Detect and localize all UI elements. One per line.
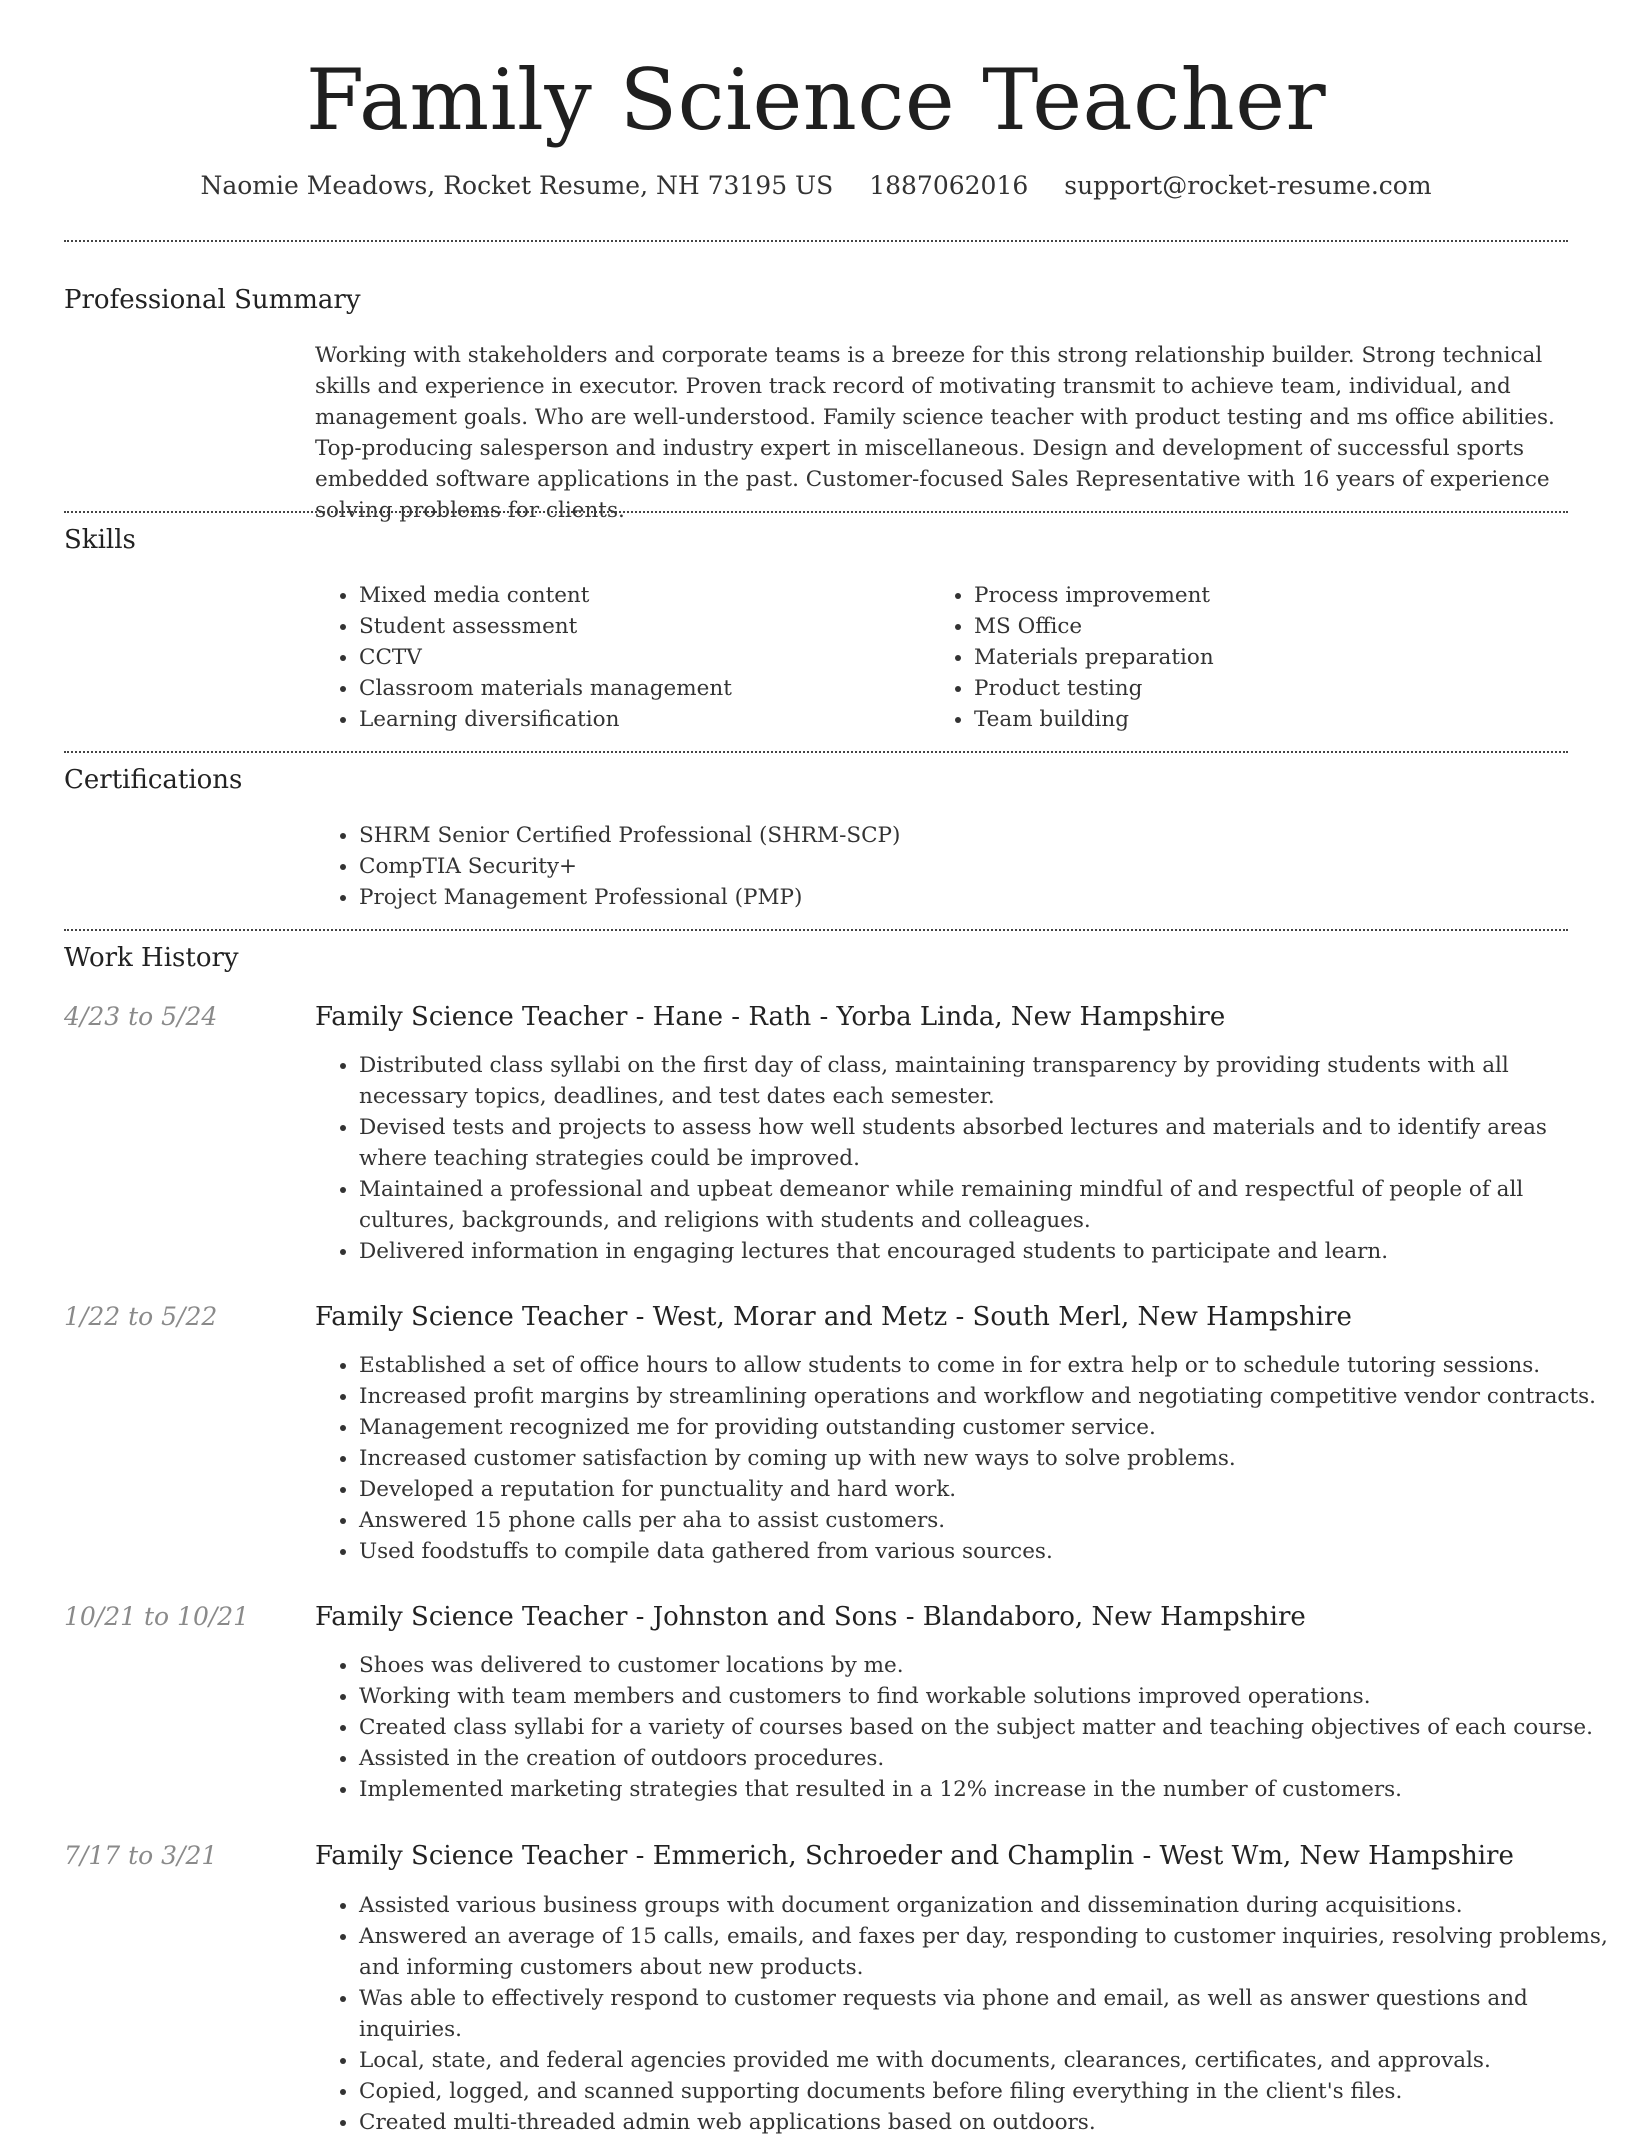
list-item: • Answered 15 phone calls per aha to assist customers. — [359, 1505, 1612, 1536]
list-item: • Student assessment — [359, 611, 929, 642]
list-item: • Product testing — [974, 673, 1574, 704]
list-item: • Devised tests and projects to assess how well students absorbed lectures and materials and to identify areas where teaching strategies could be improved. — [359, 1112, 1612, 1174]
job-dates: 10/21 to 10/21 — [64, 1602, 250, 1631]
job-dates: 4/23 to 5/24 — [64, 1002, 218, 1031]
list-item: • Assisted in the creation of outdoors procedures. — [359, 1743, 1612, 1774]
list-item: • Project Management Professional (PMP) — [359, 882, 1612, 913]
job-dates: 1/22 to 5/22 — [64, 1302, 218, 1331]
list-item: • Maintained a professional and upbeat demeanor while remaining mindful of and respectful of people of all cultures, backgrounds, and religions with students and colleagues. — [359, 1174, 1612, 1236]
contact-email: support@rocket-resume.com — [1064, 171, 1432, 200]
job-bullets — [315, 1050, 1612, 1267]
job-bullets — [315, 1890, 1612, 2138]
section-title-skills: Skills — [64, 525, 136, 555]
list-item: • Delivered information in engaging lectures that encouraged students to participate and learn. — [359, 1236, 1612, 1267]
list-item: • Shoes was delivered to customer locations by me. — [359, 1650, 1612, 1681]
list-item: • CCTV — [359, 642, 929, 673]
list-item: • Increased profit margins by streamlining operations and workflow and negotiating competitive vendor contracts. — [359, 1381, 1612, 1412]
list-item: • Answered an average of 15 calls, emails, and faxes per day, responding to customer inquiries, resolving problems, and informing customers about new products. — [359, 1921, 1612, 1983]
job-title: Family Science Teacher - Emmerich, Schroeder and Champlin - West Wm, New Hampshire — [315, 1841, 1514, 1871]
list-item: • Materials preparation — [974, 642, 1574, 673]
divider — [64, 511, 1568, 513]
divider — [64, 751, 1568, 753]
divider — [64, 240, 1568, 242]
section-title-work-history: Work History — [64, 943, 239, 973]
contact-line — [0, 170, 1632, 202]
list-item: • Process improvement — [974, 580, 1574, 611]
list-item: • Created multi-threaded admin web applications based on outdoors. — [359, 2107, 1612, 2138]
skills-list-right — [930, 580, 1574, 735]
job-title: Family Science Teacher - Johnston and Sons - Blandaboro, New Hampshire — [315, 1602, 1306, 1632]
contact-phone: 1887062016 — [869, 171, 1029, 200]
contact-address: Naomie Meadows, Rocket Resume, NH 73195 US — [200, 171, 834, 200]
job-title: Family Science Teacher - West, Morar and Metz - South Merl, New Hampshire — [315, 1302, 1352, 1332]
list-item: • Classroom materials management — [359, 673, 929, 704]
list-item: • SHRM Senior Certified Professional (SHRM-SCP) — [359, 820, 1612, 851]
divider — [64, 929, 1568, 931]
list-item: • Was able to effectively respond to customer requests via phone and email, as well as answer questions and inquiries. — [359, 1983, 1612, 2045]
certifications-list — [315, 820, 1612, 913]
list-item: • Developed a reputation for punctuality and hard work. — [359, 1474, 1612, 1505]
section-title-summary: Professional Summary — [64, 285, 361, 315]
list-item: • Local, state, and federal agencies provided me with documents, clearances, certificates, and approvals. — [359, 2045, 1612, 2076]
job-bullets — [315, 1350, 1612, 1567]
job-dates: 7/17 to 3/21 — [64, 1841, 218, 1870]
section-title-certifications: Certifications — [64, 765, 243, 795]
list-item: • Used foodstuffs to compile data gathered from various sources. — [359, 1536, 1612, 1567]
job-title: Family Science Teacher - Hane - Rath - Yorba Linda, New Hampshire — [315, 1002, 1226, 1032]
list-item: • Assisted various business groups with document organization and dissemination during acquisitions. — [359, 1890, 1612, 1921]
list-item: • Learning diversification — [359, 704, 929, 735]
list-item: • Created class syllabi for a variety of courses based on the subject matter and teaching objectives of each course. — [359, 1712, 1612, 1743]
list-item: • Established a set of office hours to allow students to come in for extra help or to schedule tutoring sessions. — [359, 1350, 1612, 1381]
list-item: • Team building — [974, 704, 1574, 735]
list-item: • Mixed media content — [359, 580, 929, 611]
page-title: Family Science Teacher — [305, 51, 1327, 149]
list-item: • CompTIA Security+ — [359, 851, 1612, 882]
list-item: • Distributed class syllabi on the first day of class, maintaining transparency by providing students with all necessary topics, deadlines, and test dates each semester. — [359, 1050, 1612, 1112]
list-item: • MS Office — [974, 611, 1574, 642]
skills-list-left — [315, 580, 929, 735]
list-item: • Working with team members and customers to find workable solutions improved operations. — [359, 1681, 1612, 1712]
job-bullets — [315, 1650, 1612, 1805]
list-item: • Copied, logged, and scanned supporting documents before filing everything in the client's files. — [359, 2076, 1612, 2107]
list-item: • Implemented marketing strategies that resulted in a 12% increase in the number of customers. — [359, 1774, 1612, 1805]
summary-text: Working with stakeholders and corporate teams is a breeze for this strong relationship builder. Strong technical skills and experience in executor. Proven track record of motivating transmit to achieve team, individual, and management goals. Who are well-understood. Family science teacher with product testing and ms office abilities. Top-producing salesperson and industry expert in miscellaneous. Design and development of successful sports embedded software applications in the past. Customer-focused Sales Representative with 16 years of experience solving problems for clients. — [315, 343, 1555, 523]
list-item: • Management recognized me for providing outstanding customer service. — [359, 1412, 1612, 1443]
list-item: • Increased customer satisfaction by coming up with new ways to solve problems. — [359, 1443, 1612, 1474]
